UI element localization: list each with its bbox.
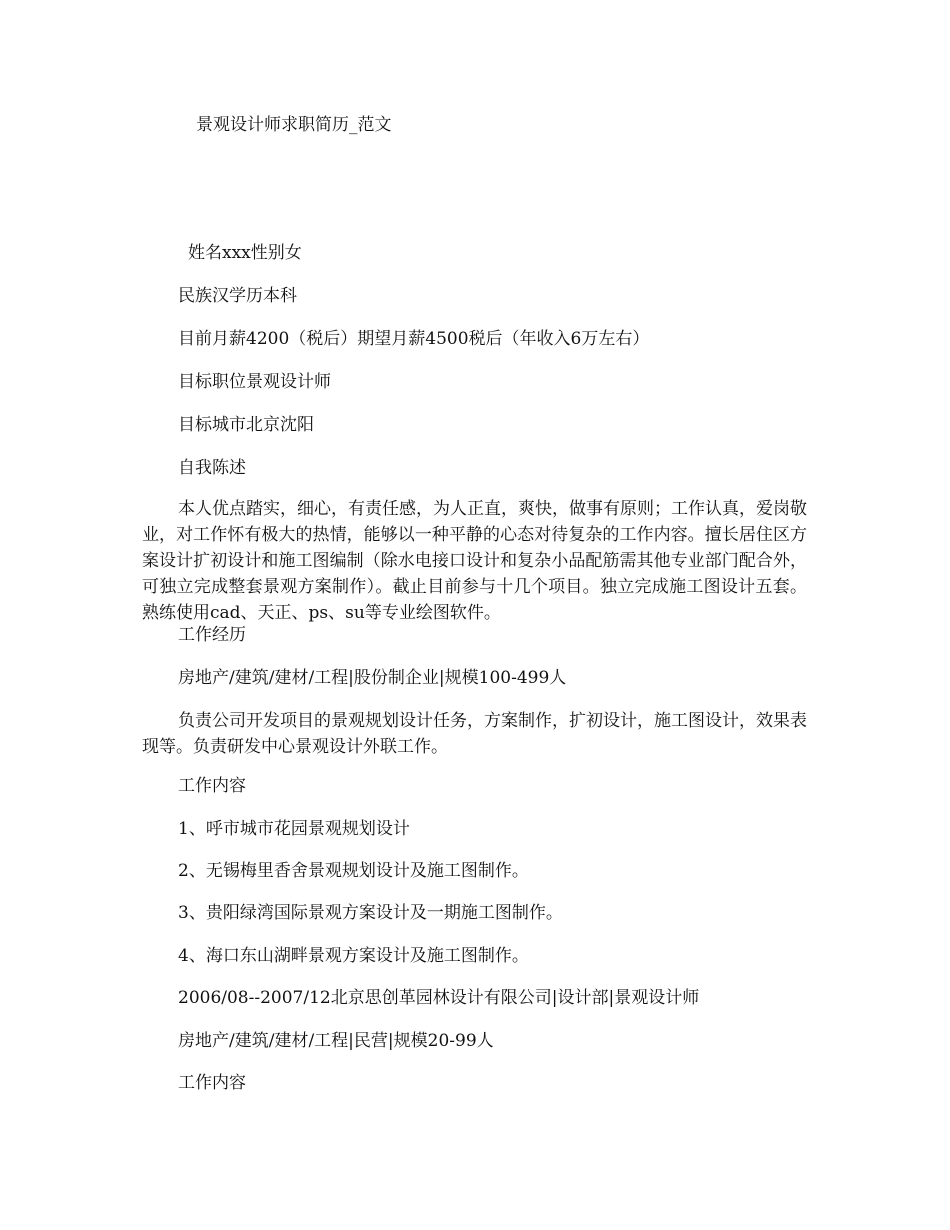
target-position-line: 目标职位景观设计师 bbox=[178, 372, 331, 392]
salary-line: 目前月薪4200（税后）期望月薪4500税后（年收入6万左右） bbox=[178, 329, 650, 349]
name-gender-line: 姓名xxx性别女 bbox=[188, 243, 302, 263]
project-item-2: 2、无锡梅里香舍景观规划设计及施工图制作。 bbox=[178, 861, 529, 881]
work-content-heading-1: 工作内容 bbox=[178, 776, 246, 796]
document-title: 景观设计师求职简历_范文 bbox=[196, 115, 392, 135]
job2-period-line: 2006/08--2007/12北京思创革园林设计有限公司|设计部|景观设计师 bbox=[178, 988, 700, 1008]
company1-duties-paragraph: 负责公司开发项目的景观规划设计任务，方案制作，扩初设计，施工图设计，效果表现等。负责研发中心景观设计外联工作。 bbox=[142, 711, 807, 757]
work-content-heading-2: 工作内容 bbox=[178, 1073, 246, 1093]
self-statement-heading: 自我陈述 bbox=[178, 458, 246, 478]
project-item-1: 1、呼市城市花园景观规划设计 bbox=[178, 819, 410, 839]
work-history-heading: 工作经历 bbox=[178, 625, 246, 645]
self-statement-paragraph: 本人优点踏实，细心，有责任感，为人正直，爽快，做事有原则；工作认真，爱岗敬业，对工作怀有极大的热情，能够以一种平静的心态对待复杂的工作内容。擅长居住区方案设计扩初设计和施工图编制（除水电接口设计和复杂小品配筋需其他专业部门配合外，可独立完成整套景观方案制作）。截止目前参与十几个项目。独立完成施工图设计五套。熟练使用cad、天正、ps、su等专业绘图软件。 bbox=[142, 499, 807, 623]
company1-info-line: 房地产/建筑/建材/工程|股份制企业|规模100-499人 bbox=[178, 668, 567, 688]
ethnicity-education-line: 民族汉学历本科 bbox=[178, 286, 297, 306]
company2-info-line: 房地产/建筑/建材/工程|民营|规模20-99人 bbox=[178, 1031, 494, 1051]
project-item-3: 3、贵阳绿湾国际景观方案设计及一期施工图制作。 bbox=[178, 903, 563, 923]
project-item-4: 4、海口东山湖畔景观方案设计及施工图制作。 bbox=[178, 946, 529, 966]
target-city-line: 目标城市北京沈阳 bbox=[178, 415, 314, 435]
